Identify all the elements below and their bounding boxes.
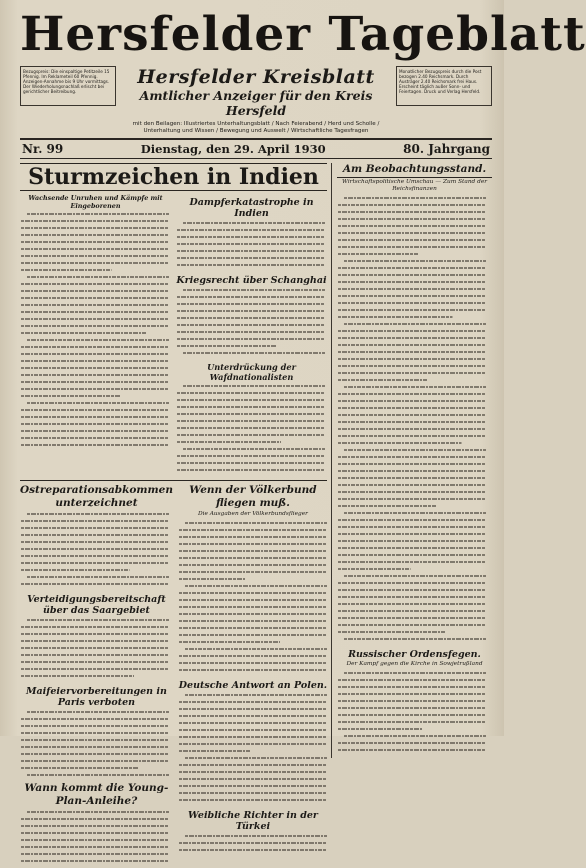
india-article-subhead: Wachsende Unruhen und Kämpfe mit Eingeborenen (28, 194, 163, 210)
masthead-official: Amtlicher Anzeiger für den Kreis Hersfeld (139, 88, 373, 118)
india-article (20, 194, 171, 477)
polen-article-text (178, 691, 328, 803)
schanghai-article-text (176, 286, 326, 356)
wafd-headline: Unterdrückung der Wafdnationalisten (207, 362, 296, 382)
masthead-subtitle: Hersfelder Kreisblatt (137, 66, 375, 88)
main-column (20, 163, 332, 832)
young-headline: Wann kommt die Young-Plan-Anleihe? (24, 782, 169, 807)
ad-box-left: Bezugspreis: Die einspaltige Petitzeile 15 Pfennig. Im Reklameteil 60 Pfennig. Anzeigen-Annahme bis 9 Uhr vormittags. Der Wiederholungsnachlaß erlischt bei gerichtlicher Beitreibung. (20, 66, 116, 106)
sidebar-article-text (337, 194, 487, 642)
reparation-column (20, 484, 173, 868)
reparation-headline: Ostreparationsabkommen unterzeichnet (20, 484, 173, 509)
russian-article-text (337, 669, 487, 753)
section-rule (20, 480, 327, 481)
voelkerbund-runin: Die Ausgaben der Völkerbundsflieger (197, 511, 308, 517)
content-columns (20, 163, 492, 832)
masthead-title: Hersfelder Tageblatt (20, 7, 586, 62)
tuerkei-headline: Weibliche Richter in der Türkei (188, 810, 318, 832)
issue-number: Nr. 99 (22, 142, 64, 156)
masthead-center (116, 66, 396, 135)
sidebar-intro: Wirtschaftspolitische Umschau — Zum Stand der Reichsfinanzen (341, 179, 488, 192)
dateline (20, 138, 492, 159)
masthead-subhead (20, 66, 492, 135)
dampfer-article-text (176, 219, 326, 268)
young-article-text (20, 808, 170, 864)
wafd-article-text (176, 382, 326, 473)
saar-headline: Verteidigungsbereitschaft über das Saargebiet (27, 594, 166, 616)
sidebar-title: Am Beobachtungsstand. (337, 163, 492, 178)
russian-headline: Russischer Ordensfegen. (348, 649, 481, 660)
dampfer-headline: Dampferkatastrophe in Indien (189, 197, 314, 219)
voelkerbund-headline: Wenn der Völkerbund fliegen muß. (189, 484, 317, 509)
voelkerbund-column (178, 484, 328, 868)
paris-headline: Maifeiervorbereitungen in Paris verboten (26, 686, 167, 708)
schanghai-headline: Kriegsrecht über Schanghai (176, 275, 327, 286)
tuerkei-article-text (178, 832, 328, 853)
main-headline: Sturmzeichen in Indien (20, 163, 327, 191)
ad-box-right: Monatlicher Bezugspreis durch die Post bezogen 2.40 Reichsmark. Durch Austräger 2.40 Reichsmark frei Haus. Erscheint täglich außer Sonn- und Feiertagen. Druck und Verlag Hersfeld. (396, 66, 492, 106)
polen-headline: Deutsche Antwort an Polen. (178, 680, 328, 691)
voelkerbund-article-text (178, 519, 328, 673)
russian-intro: Der Kampf gegen die Kirche in Sowjetrußland (346, 661, 483, 667)
side-column (332, 163, 492, 758)
front-top-articles (20, 194, 327, 477)
masthead-supplements: mit den Beilagen: Illustriertes Unterhaltungsblatt / Nach Feierabend / Herd und Scholle / Unterhaltung und Wissen / Bewegung und Auswelt / Wirtschaftliche Tagesfragen (132, 121, 380, 134)
issue-date: Dienstag, den 29. April 1930 (140, 142, 326, 156)
front-bottom-articles (20, 484, 327, 868)
paris-article-text (20, 708, 170, 778)
side-articles (176, 194, 327, 477)
india-article-text (20, 210, 170, 448)
issue-year: 80. Jahrgang (403, 142, 490, 156)
reparation-article-text (20, 510, 170, 587)
saar-article-text (20, 616, 170, 679)
